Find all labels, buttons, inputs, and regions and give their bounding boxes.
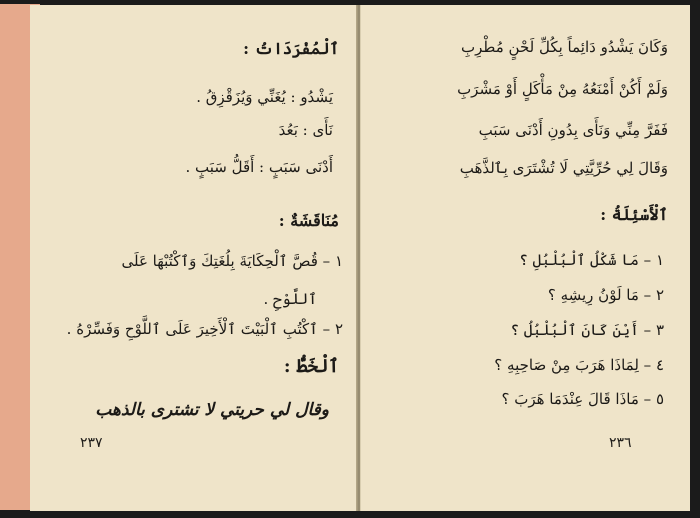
- discussion-item: ٢ – ٱكْتُبِ ٱلْبَيْتَ ٱلْأَخِيرَ عَلَى ٱللَّوْحِ وَفَسِّرْهُ .: [66, 320, 343, 338]
- discussion-item: ٱللَّوْحِ .: [263, 290, 317, 308]
- handwriting-sample: وقال لي حريتي لا تشترى بالذهب: [95, 400, 329, 420]
- page-number: ٢٣٦: [609, 435, 632, 451]
- vocab-item: يَشْدُو : يُغَنِّي وَيُزَقْزِقُ .: [196, 88, 333, 106]
- vocab-item: نَأَى : بَعُدَ: [278, 121, 333, 139]
- poem-line: وَقَالَ لِي حُرِّيَّتِي لَا تُشْتَرَى بِٱلذَّهَبِ: [459, 159, 668, 177]
- page-number: ٢٣٧: [80, 435, 103, 451]
- questions-title: ٱلْأَسْئِلَةُ :: [600, 205, 668, 224]
- discussion-item: ١ – قُصَّ ٱلْحِكَايَةَ بِلُغَتِكَ وَٱكْتُبْهَا عَلَى: [121, 252, 343, 270]
- question-item: ٢ – مَا لَوْنُ رِيشِهِ ؟: [547, 286, 664, 304]
- poem-line: وَكَانَ يَشْدُو دَائِماً بِكُلِّ لَحْنٍ مُطْرِبِ: [461, 38, 668, 56]
- left-page: [30, 5, 358, 511]
- poem-line: فَفَرَّ مِنِّي وَنَأَى بِدُونِ أَدْنَى سَبَبِ: [478, 121, 668, 139]
- question-item: ٥ – مَاذَا قَالَ عِنْدَمَا هَرَبَ ؟: [501, 390, 664, 408]
- vocab-title: ٱلْمُفْرَدَاتُ :: [243, 39, 339, 58]
- question-item: ٣ – أَيْنَ كَانَ ٱلْبُلْبُلُ ؟: [510, 321, 664, 339]
- handwriting-title: ٱلْخَطُّ :: [283, 356, 339, 377]
- vocab-item: أَدْنَى سَبَبٍ : أَقَلُّ سَبَبٍ .: [185, 158, 333, 176]
- question-item: ١ – مَا شَكْلُ ٱلْبُلْبُلِ ؟: [519, 251, 664, 269]
- poem-line: وَلَمْ أَكُنْ أَمْنَعُهُ مِنْ مَأْكَلٍ أَوْ مَشْرَبِ: [457, 80, 668, 98]
- discussion-title: مُنَاقَشَةٌ :: [278, 211, 339, 230]
- question-item: ٤ – لِمَاذَا هَرَبَ مِنْ صَاحِبِهِ ؟: [494, 356, 664, 374]
- right-page: [360, 5, 690, 511]
